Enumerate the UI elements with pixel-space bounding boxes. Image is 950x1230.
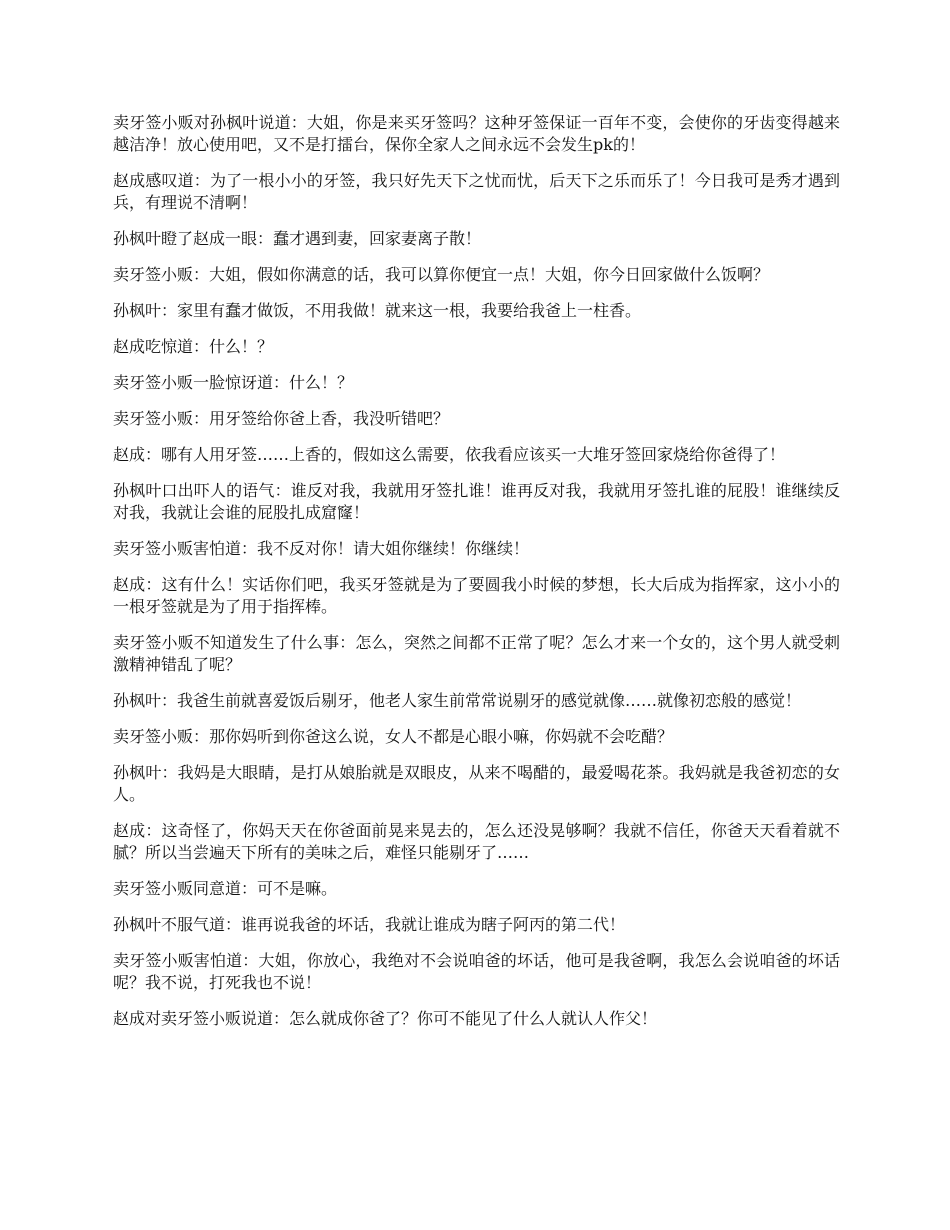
paragraph: 卖牙签小贩害怕道：大姐，你放心，我绝对不会说咱爸的坏话，他可是我爸啊，我怎么会说咱爸的坏话呢？我不说，打死我也不说！: [113, 951, 840, 992]
paragraph: 卖牙签小贩害怕道：我不反对你！请大姐你继续！你继续！: [113, 539, 530, 558]
paragraph: 孙枫叶瞪了赵成一眼：蠢才遇到妻，回家妻离子散！: [113, 229, 482, 248]
paragraph: 赵成：这有什么！实话你们吧，我买牙签就是为了要圆我小时候的梦想，长大后成为指挥家，这小小的一根牙签就是为了用于指挥棒。: [113, 575, 840, 616]
paragraph: 卖牙签小贩：那你妈听到你爸这么说，女人不都是心眼小嘛，你妈就不会吃醋？: [113, 727, 674, 746]
paragraph: 卖牙签小贩：大姐，假如你满意的话，我可以算你便宜一点！大姐，你今日回家做什么饭啊？: [113, 265, 770, 284]
document-body: [113, 112, 840, 1044]
paragraph: 赵成：哪有人用牙签……上香的，假如这么需要，依我看应该买一大堆牙签回家烧给你爸得了！: [113, 445, 786, 464]
paragraph: 赵成吃惊道：什么！？: [113, 337, 274, 356]
paragraph: 孙枫叶：我妈是大眼睛，是打从娘胎就是双眼皮，从来不喝醋的，最爱喝花茶。我妈就是我爸初恋的女人。: [113, 763, 840, 804]
paragraph: 卖牙签小贩同意道：可不是嘛。: [113, 879, 338, 898]
paragraph: 卖牙签小贩一脸惊讶道：什么！？: [113, 373, 354, 392]
paragraph: 孙枫叶：我爸生前就喜爱饭后剔牙，他老人家生前常常说剔牙的感觉就像……就像初恋般的感觉！: [113, 691, 802, 710]
paragraph: 卖牙签小贩不知道发生了什么事：怎么，突然之间都不正常了呢？怎么才来一个女的，这个男人就受刺激精神错乱了呢？: [113, 633, 840, 674]
paragraph: 赵成感叹道：为了一根小小的牙签，我只好先天下之忧而忧，后天下之乐而乐了！今日我可是秀才遇到兵，有理说不清啊！: [113, 171, 840, 212]
paragraph: 孙枫叶不服气道：谁再说我爸的坏话，我就让谁成为瞎子阿丙的第二代！: [113, 915, 626, 934]
paragraph: 卖牙签小贩：用牙签给你爸上香，我没听错吧？: [113, 409, 450, 428]
paragraph: 孙枫叶：家里有蠢才做饭，不用我做！就来这一根，我要给我爸上一柱香。: [113, 301, 642, 320]
paragraph: 孙枫叶口出吓人的语气：谁反对我，我就用牙签扎谁！谁再反对我，我就用牙签扎谁的屁股！谁继续反对我，我就让会谁的屁股扎成窟窿！: [113, 481, 840, 522]
paragraph: 卖牙签小贩对孙枫叶说道：大姐，你是来买牙签吗？这种牙签保证一百年不变，会使你的牙齿变得越来越洁净！放心使用吧，又不是打擂台，保你全家人之间永远不会发生pk的！: [113, 113, 840, 154]
paragraph: 赵成对卖牙签小贩说道：怎么就成你爸了？你可不能见了什么人就认人作父！: [113, 1009, 658, 1028]
paragraph: 赵成：这奇怪了，你妈天天在你爸面前晃来晃去的，怎么还没晃够啊？我就不信任，你爸天天看着就不腻？所以当尝遍天下所有的美味之后，难怪只能剔牙了……: [113, 821, 840, 862]
